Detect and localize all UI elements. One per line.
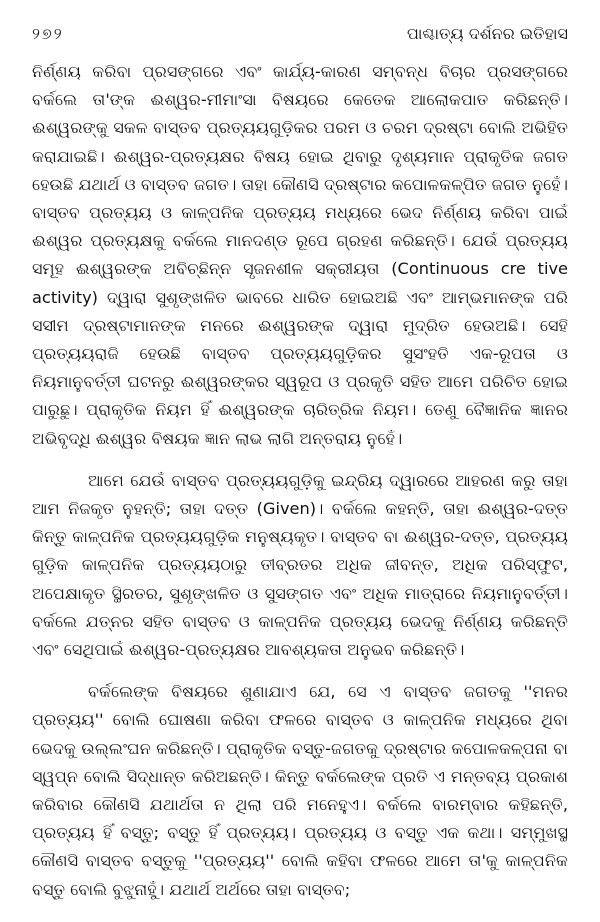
running-title: ପାଶ୍ଚାତ୍ୟ ଦର୍ଶନର ଇତିହାସ [406,24,568,43]
paragraph-3: ବର୍କଲେଙ୍କ ବିଷୟରେ ଶୁଣାଯାଏ ଯେ, ସେ ଏ ବାସ୍ତବ ଜଗତକୁ ''ମନର ପ୍ରତ୍ୟୟ'' ବୋଲି ଘୋଷଣା କରିବା ଫଳରେ ବାସ୍ତବ ଓ କାଳ୍ପନିକ ମଧ୍ୟରେ ଥିବା ଭେଦକୁ ଉଲ୍ଲଂଘନ କରିଛନ୍ତି। ପ୍ରାକୃତିକ ବସ୍ତୁ-ଜଗତକୁ ଦ୍ରଷ୍ଟାର କପୋଳକଳ୍ପନା ବା ସ୍ୱପ୍ନ ବୋଲି ସିଦ୍ଧାନ୍ତ କରିଅଛନ୍ତି। କିନ୍ତୁ ବର୍କଲେଙ୍କ ପ୍ରତି ଏ ମନ୍ତବ୍ୟ ପ୍ରକାଶ କରିବାର କୌଣସି ଯଥାର୍ଥତା ନ ଥିଲା ପରି ମନେହୁଏ। ବର୍କଲେ ବାରମ୍ବାର କହିଛନ୍ତି, ପ୍ରତ୍ୟୟ ହିଁ ବସ୍ତୁ; ବସ୍ତୁ ହିଁ ପ୍ରତ୍ୟୟ। ପ୍ରତ୍ୟୟ ଓ ବସ୍ତୁ ଏକ କଥା। ସମ୍ମୁଖସ୍ଥ କୌଣସି ବାସ୍ତବ ବସ୍ତୁକୁ ''ପ୍ରତ୍ୟୟ'' ବୋଲି କହିବା ଫଳରେ ଆମେ ତା'କୁ କାଳ୍ପନିକ ବସ୍ତୁ ବୋଲି ବୁଝୁନାହୁଁ। ଯଥାର୍ଥ ଅର୍ଥରେ ତାହା ବାସ୍ତବ; [32,682,568,899]
paragraph-1: ନିର୍ଣ୍ଣୟ କରିବା ପ୍ରସଙ୍ଗରେ ଏବଂ କାର୍ଯ୍ୟ-କାରଣ ସମ୍ବନ୍ଧ ବିଚାର ପ୍ରସଙ୍ଗରେ ବର୍କଲେ ତା'ଙ୍କ ଈଶ୍ୱର-ମୀମାଂସା ବିଷୟରେ କେତେକ ଆଲୋକପାତ କରିଛନ୍ତି। ଈଶ୍ୱରଙ୍କୁ ସକଳ ବାସ୍ତବ ପ୍ରତ୍ୟୟଗୁଡ଼ିକର ପରମ ଓ ଚରମ ଦ୍ରଷ୍ଟା ବୋଲି ଅଭିହିତ କରାଯାଇଛି। ଈଶ୍ୱର-ପ୍ରତ୍ୟକ୍ଷର ବିଷୟ ହୋଇ ଥିବାରୁ ଦୃଶ୍ୟମାନ ପ୍ରାକୃତିକ ଜଗତ ହେଉଛି ଯଥାର୍ଥ ଓ ବାସ୍ତବ ଜଗତ। ତାହା କୌଣସି ଦ୍ରଷ୍ଟାର କପୋଳକଳ୍ପିତ ଜଗତ ନୁହେଁ। ବାସ୍ତବ ପ୍ରତ୍ୟୟ ଓ କାଳ୍ପନିକ ପ୍ରତ୍ୟୟ ମଧ୍ୟରେ ଭେଦ ନିର୍ଣ୍ଣୟ କରିବା ପାଇଁ ଈଶ୍ୱର ପ୍ରତ୍ୟକ୍ଷକୁ ବର୍କଲେ ମାନଦଣ୍ଡ ରୂପେ ଗ୍ରହଣ କରିଛନ୍ତି। ଯେଉଁ ପ୍ରତ୍ୟୟ ସମୂହ ଈଶ୍ୱରଙ୍କ ଅବିଚ୍ଛିନ୍ନ ସୃଜନଶୀଳ ସକ୍ରୀୟତା (Continuous cre tive activity) ଦ୍ୱାରା ସୁଶୃଙ୍ଖଳିତ ଭାବରେ ଧାରିତ ହୋଇଅଛି ଏବଂ ଆମ୍ଭମାନଙ୍କ ପରି ସସୀମ ଦ୍ରଷ୍ଟାମାନଙ୍କ ମନରେ ଈଶ୍ୱରଙ୍କ ଦ୍ୱାରା ମୁଦ୍ରିତ ହେଉଅଛି। ସେହି ପ୍ରତ୍ୟୟରାଜି ହେଉଛି ବାସ୍ତବ ପ୍ରତ୍ୟୟଗୁଡ଼ିକର ସୁସଂହତି ଏକ-ରୂପତା ଓ ନିୟମାନୁବର୍ତ୍ତୀ ଘଟନରୁ ଈଶ୍ୱରଙ୍କର ସ୍ୱରୂପ ଓ ପ୍ରକୃତି ସହିତ ଆମେ ପରିଚିତ ହୋଇ ପାରୁଛୁ। ପ୍ରାକୃତିକ ନିୟମ ହିଁ ଈଶ୍ୱରଙ୍କ ଚାରିତ୍ରିକ ନିୟମ। ତେଣୁ ବୈଜ୍ଞାନିକ ଜ୍ଞାନର ଅଭିବୃଦ୍ଧି ଈଶ୍ୱର ବିଷୟକ ଜ୍ଞାନ ଲାଭ ଲାଗି ଅନ୍ତରାୟ ନୁହେଁ। [32,62,568,448]
page-number: ୨୭୨ [32,24,64,43]
running-header [32,24,568,58]
body-text [32,58,568,904]
paragraph-gap [32,664,568,678]
paragraph-gap [32,453,568,467]
paragraph-2: ଆମେ ଯେଉଁ ବାସ୍ତବ ପ୍ରତ୍ୟୟଗୁଡ଼ିକୁ ଇନ୍ଦ୍ରିୟ ଦ୍ୱାରରେ ଆହରଣ କରୁ ତାହା ଆମ ନିଜକୃତ ନୁହନ୍ତି; ତାହା ଦତ୍ତ (Given)। ବର୍କଲେ କହନ୍ତି, ତାହା ଈଶ୍ୱର-ଦତ୍ତ କିନ୍ତୁ କାଳ୍ପନିକ ପ୍ରତ୍ୟୟଗୁଡ଼ିକ ମନୁଷ୍ୟକୃତ। ବାସ୍ତବ ବା ଈଶ୍ୱର-ଦତ୍ତ, ପ୍ରତ୍ୟୟ ଗୁଡ଼ିକ କାଳ୍ପନିକ ପ୍ରତ୍ୟୟଠାରୁ ତୀବ୍ରତର ଅଧିକ ଜୀବନ୍ତ, ଅଧିକ ପରିସ୍ଫୁଟ, ଅପେକ୍ଷାକୃତ ସ୍ଥିରତର, ସୁଶୃଙ୍ଖଳିତ ଓ ସୁସଙ୍ଗତ ଏବଂ ଅଧିକ ମାତ୍ରାରେ ନିୟମାନୁବର୍ତ୍ତୀ। ବର୍କଲେ ଯତ୍ନର ସହିତ ବାସ୍ତବ ଓ କାଳ୍ପନିକ ପ୍ରତ୍ୟୟ ଭେଦକୁ ନିର୍ଣ୍ଣୟ କରିଛନ୍ତି ଏବଂ ସେଥିପାଇଁ ଈଶ୍ୱର-ପ୍ରତ୍ୟକ୍ଷର ଆବଶ୍ୟକତା ଅନୁଭବ କରିଛନ୍ତି। [32,470,568,660]
